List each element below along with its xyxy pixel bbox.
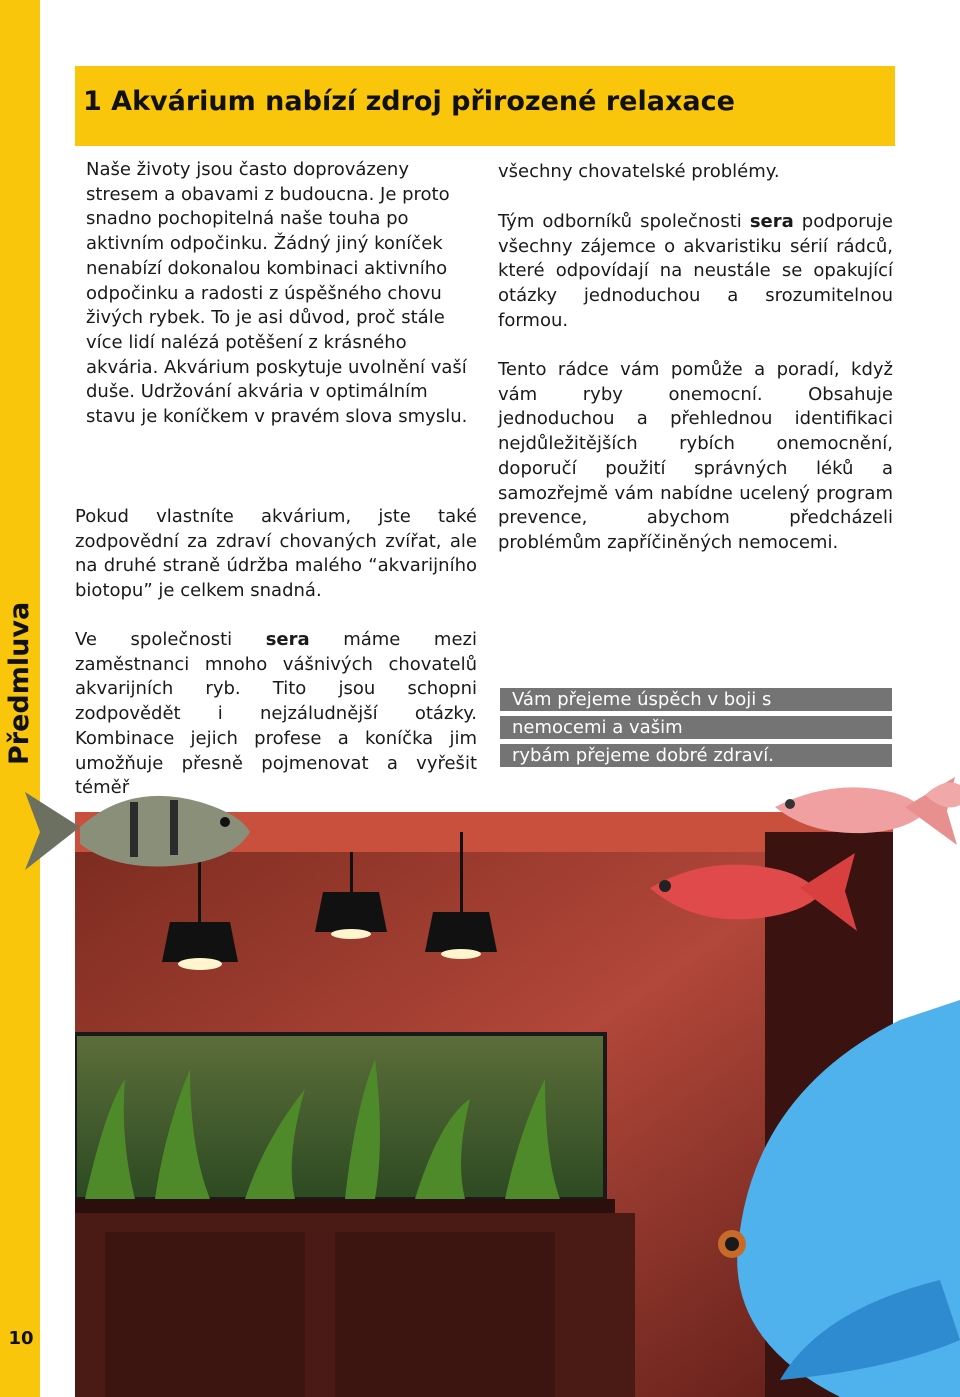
small-fish-image	[920, 770, 960, 820]
title-banner	[75, 66, 895, 146]
col2-paragraph-0: všechny chovatelské problémy.	[498, 161, 780, 182]
barb-fish-image	[20, 772, 255, 882]
section-label: Předmluva	[4, 601, 35, 765]
col1-paragraph-2: Pokud vlastníte akvárium, jste také zodpovědní za zdraví chovaných zvířat, ale na druhé straně údržba malého “akvarijního biotopu” je celkem snadná.	[75, 506, 477, 602]
brand-name: sera	[749, 211, 794, 232]
page-title: 1 Akvárium nabízí zdroj přirozené relaxace	[83, 86, 735, 117]
wish-line-2: nemocemi a vašim	[500, 716, 892, 739]
wish-line-1: Vám přejeme úspěch v boji s	[500, 688, 892, 711]
col2-p1-post: podporuje všechny zájemce o akvaristiku sérií rádců, které odpovídají na neustále se opakující otázky jednoduchou a srozumitelnou formou.	[498, 211, 893, 331]
col2-paragraph-2: Tento rádce vám pomůže a poradí, když vám ryby onemocní. Obsahuje jednoduchou a přehlednou identifikaci nejdůležitějších rybích onemocnění, doporučí použití správných léků a samozřejmě vám nabídne ucelený program prevence, abychom předcházeli problémům zapříčiněných nemocemi.	[498, 359, 893, 553]
red-fish-image	[630, 838, 860, 948]
col1-p3-pre: Ve společnosti	[75, 629, 266, 650]
col1-paragraph-1: Naše životy jsou často doprovázeny stresem a obavami z budoucna. Je proto snadno pochopitelná naše touha po aktivním odpočinku. Žádný jiný koníček nenabízí dokonalou kombinaci aktivního odpočinku a radosti z úspěšného chovu živých rybek. To je asi důvod, proč stále více lidí nalézá potěšení z krásného akvária. Akvárium poskytuje uvolnění vaší duše. Udržování akvária v optimálním stavu je koníčkem v pravém slova smyslu.	[86, 159, 468, 428]
col2-p1-pre: Tým odborníků společnosti	[498, 211, 750, 232]
sidebar-strip	[0, 0, 40, 1397]
blue-gourami-image	[700, 1000, 960, 1397]
brand-name: sera	[265, 629, 310, 650]
page-number: 10	[8, 1328, 34, 1349]
col1-p3-post: máme mezi zaměstnanci mnoho vášnivých chovatelů akvarijních ryb. Tito jsou schopni zodpovědět i nejzáludnější otázky. Kombinace jejich profese a koníčka jim umožňuje přesně pojmenovat a vyřešit téměř	[75, 629, 477, 799]
col2-paragraph-1	[498, 210, 893, 334]
wish-line-3: rybám přejeme dobré zdraví.	[500, 744, 892, 767]
